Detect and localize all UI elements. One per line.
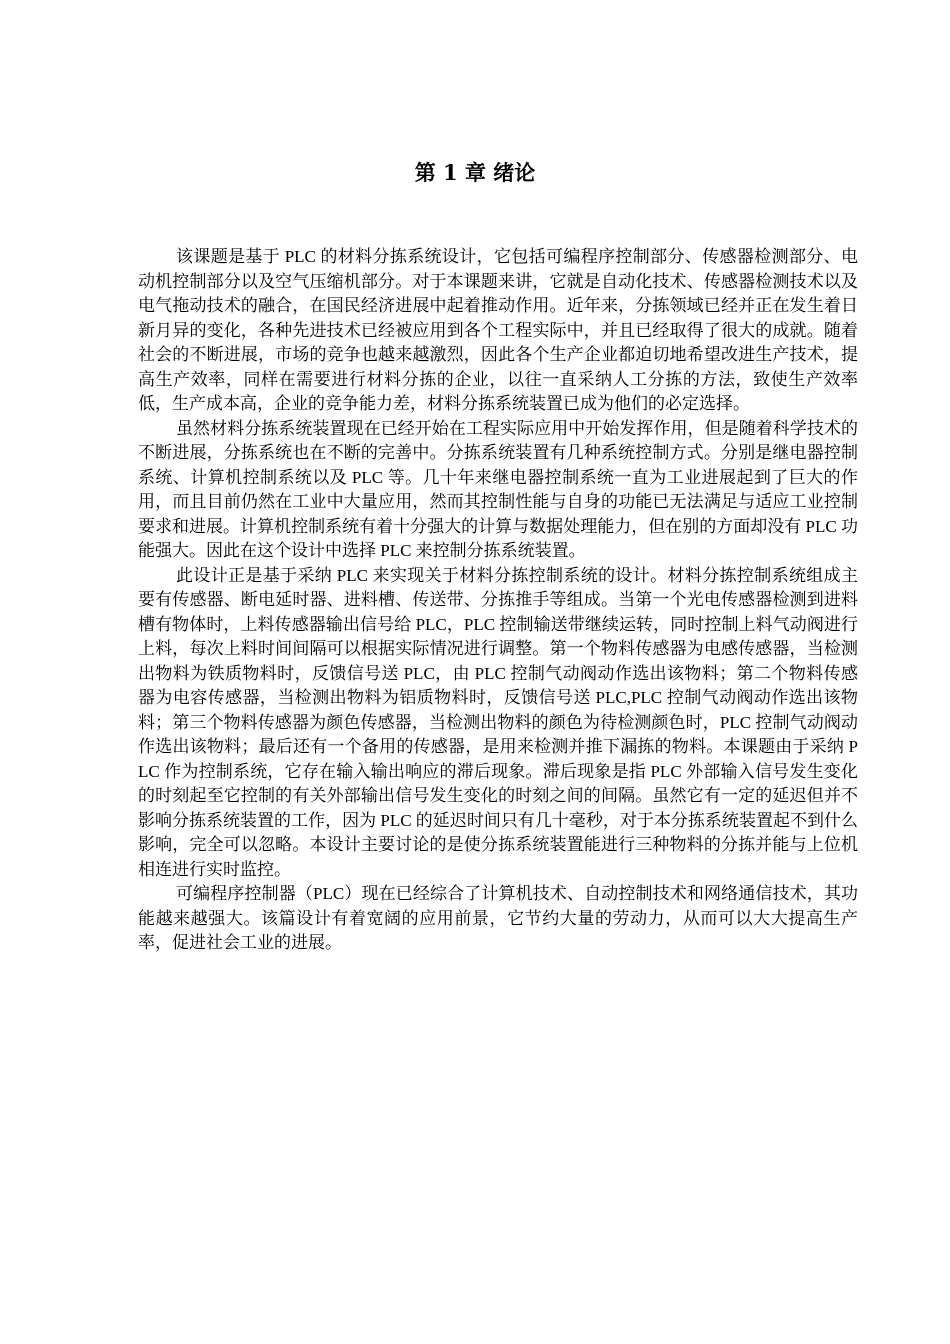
paragraph-2: 虽然材料分拣系统装置现在已经开始在工程实际应用中开始发挥作用，但是随着科学技术的不断进展，分拣系统也在不断的完善中。分拣系统装置有几种系统控制方式。分别是继电器控制系统、计算机控制系统以及 PLC 等。几十年来继电器控制系统一直为工业进展起到了巨大的作用，而且目前仍然在工业中大量应用，然而其控制性能与自身的功能已无法满足与适应工业控制要求和进展。计算机控制系统有着十分强大的计算与数据处理能力，但在别的方面却没有 PLC 功能强大。因此在这个设计中选择 PLC 来控制分拣系统装置。	[138, 418, 858, 560]
chapter-title: 第 1 章 绪论	[414, 160, 536, 185]
paragraph-1: 该课题是基于 PLC 的材料分拣系统设计，它包括可编程序控制部分、传感器检测部分、电动机控制部分以及空气压缩机部分。对于本课题来讲，它就是自动化技术、传感器检测技术以及电气拖动技术的融合，在国民经济进展中起着推动作用。近年来，分拣领域已经并正在发生着日新月异的变化，各种先进技术已经被应用到各个工程实际中，并且已经取得了很大的成就。随着社会的不断进展，市场的竞争也越来越激烈，因此各个生产企业都迫切地希望改进生产技术，提高生产效率，同样在需要进行材料分拣的企业，以往一直采纳人工分拣的方法，致使生产效率低，生产成本高，企业的竞争能力差，材料分拣系统装置已成为他们的必定选择。	[138, 247, 858, 413]
body-text	[138, 245, 858, 956]
paragraph-3: 此设计正是基于采纳 PLC 来实现关于材料分拣控制系统的设计。材料分拣控制系统组成主要有传感器、断电延时器、进料槽、传送带、分拣推手等组成。当第一个光电传感器检测到进料槽有物体时，上料传感器输出信号给 PLC，PLC 控制输送带继续运转，同时控制上料气动阀进行上料，每次上料时间间隔可以根据实际情况进行调整。第一个物料传感器为电感传感器，当检测出物料为铁质物料时，反馈信号送 PLC，由 PLC 控制气动阀动作选出该物料；第二个物料传感器为电容传感器，当检测出物料为铝质物料时，反馈信号送 PLC,PLC 控制气动阀动作选出该物料；第三个物料传感器为颜色传感器，当检测出物料的颜色为待检测颜色时，PLC 控制气动阀动作选出该物料；最后还有一个备用的传感器，是用来检测并推下漏拣的物料。本课题由于采纳 PLC 作为控制系统，它存在输入输出响应的滞后现象。滞后现象是指 PLC 外部输入信号发生变化的时刻起至它控制的有关外部输出信号发生变化的时刻之间的间隔。虽然它有一定的延迟但并不影响分拣系统装置的工作，因为 PLC 的延迟时间只有几十毫秒，对于本分拣系统装置起不到什么影响，完全可以忽略。本设计主要讨论的是使分拣系统装置能进行三种物料的分拣并能与上位机相连进行实时监控。	[138, 565, 858, 879]
paragraph-4: 可编程序控制器（PLC）现在已经综合了计算机技术、自动控制技术和网络通信技术，其功能越来越强大。该篇设计有着宽阔的应用前景，它节约大量的劳动力，从而可以大大提高生产率，促进社会工业的进展。	[138, 884, 858, 952]
